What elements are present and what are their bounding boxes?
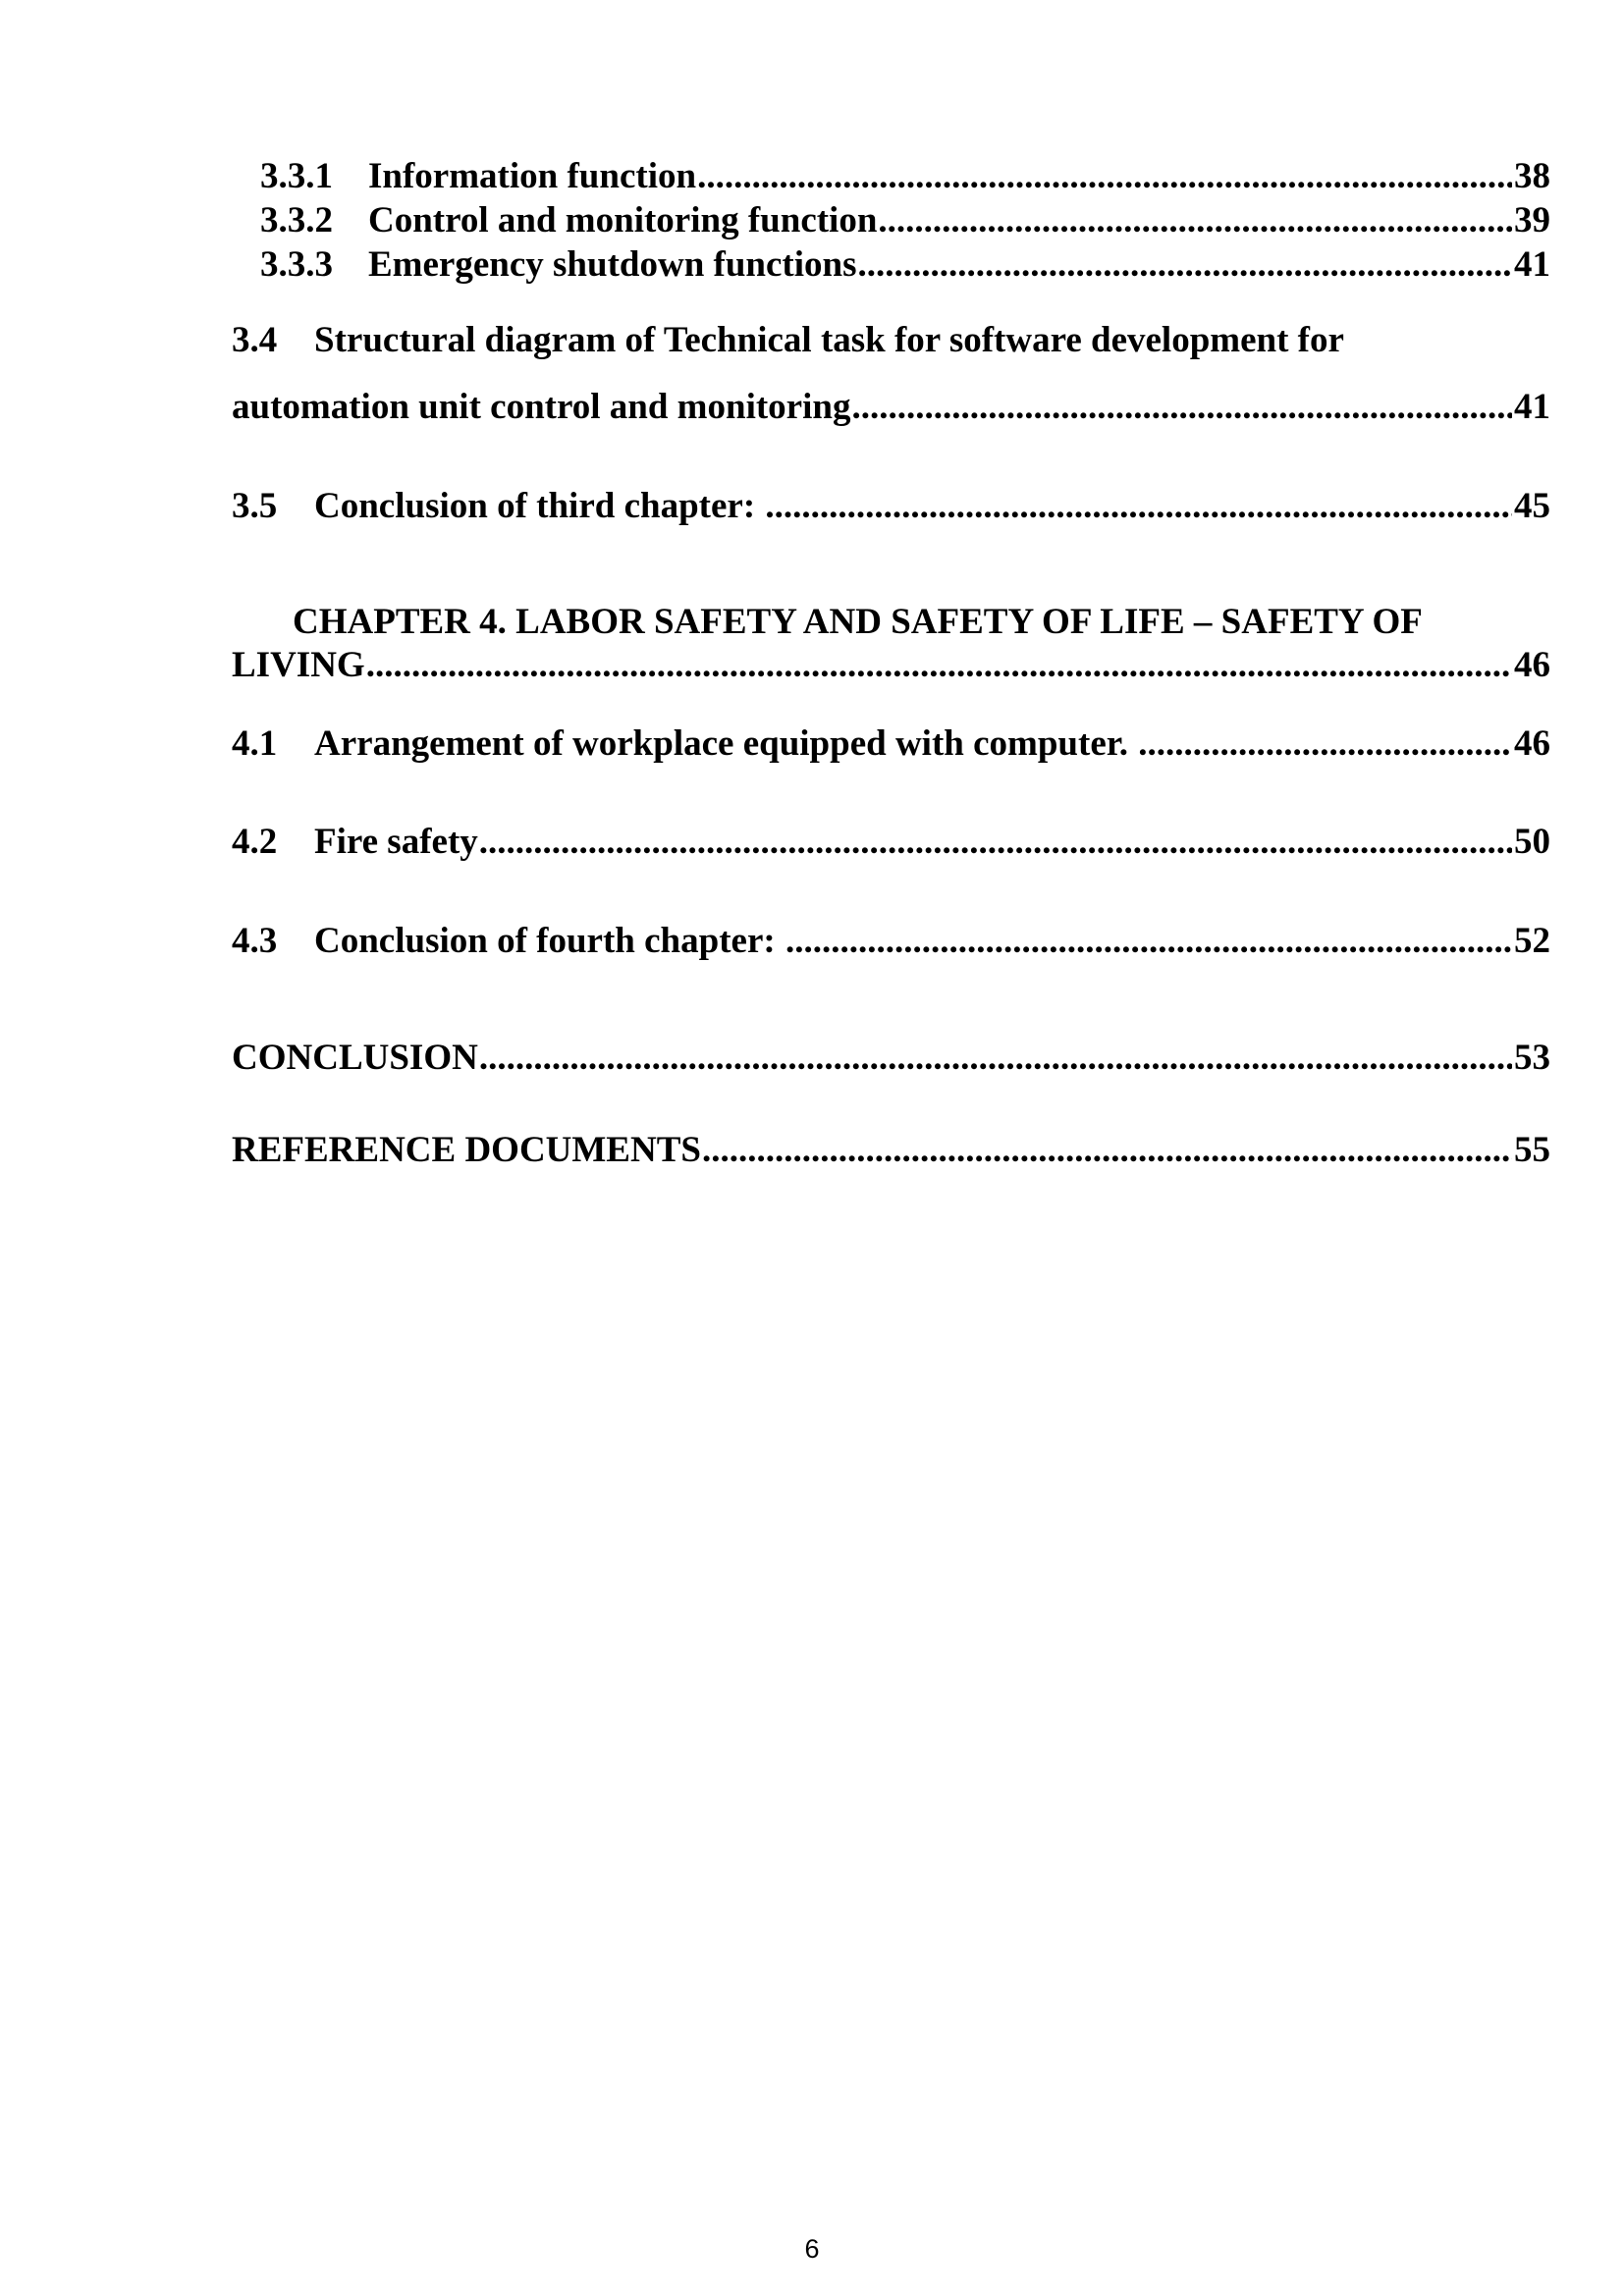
toc-entry-page: 39	[1514, 200, 1550, 240]
toc-entry-title-line1: Structural diagram of Technical task for software development for	[314, 320, 1344, 360]
toc-entry-3-3-2[interactable]	[260, 199, 1550, 242]
toc-entry-number: 4.1	[232, 723, 278, 764]
dot-leader	[702, 1129, 1512, 1172]
toc-entry-reference-documents[interactable]	[232, 1129, 1550, 1172]
toc-entry-3-5[interactable]	[232, 485, 1550, 528]
toc-entry-title: REFERENCE DOCUMENTS	[232, 1130, 701, 1170]
toc-entry-title-line2: LIVING	[232, 645, 365, 685]
toc-entry-4-1[interactable]	[232, 722, 1550, 766]
toc-entry-page: 38	[1514, 156, 1550, 196]
dot-leader	[785, 920, 1512, 963]
toc-entry-4-3[interactable]	[232, 920, 1550, 963]
toc-entry-title: CONCLUSION	[232, 1038, 478, 1078]
toc-entry-title: Conclusion of third chapter:	[314, 486, 765, 526]
page-number: 6	[804, 2234, 820, 2264]
toc-entry-conclusion[interactable]	[232, 1037, 1550, 1080]
toc-entry-number: 4.2	[232, 822, 278, 862]
toc-entry-page: 53	[1514, 1038, 1550, 1078]
toc-entry-page: 52	[1514, 921, 1550, 961]
toc-entry-page: 45	[1514, 486, 1550, 526]
dot-leader	[858, 243, 1513, 287]
toc-entry-chapter-4[interactable]	[232, 601, 1550, 687]
toc-entry-page: 55	[1514, 1130, 1550, 1170]
toc-entry-page: 46	[1514, 645, 1550, 685]
toc-entry-title: Control and monitoring function	[368, 200, 878, 240]
dot-leader	[765, 485, 1512, 528]
toc-entry-number: 4.3	[232, 921, 278, 961]
toc-entry-title: Fire safety	[314, 822, 478, 862]
toc-entry-title-line1: CHAPTER 4. LABOR SAFETY AND SAFETY OF LIFE – SAFETY OF	[293, 602, 1423, 642]
toc-entry-page: 41	[1514, 387, 1550, 427]
dot-leader	[479, 1037, 1512, 1080]
toc-entry-number: 3.5	[232, 486, 278, 526]
dot-leader	[697, 155, 1512, 198]
toc-entry-number: 3.4	[232, 320, 278, 360]
toc-entry-number: 3.3.1	[260, 156, 333, 196]
dot-leader	[479, 821, 1512, 864]
dot-leader	[851, 386, 1512, 429]
toc-entry-page: 46	[1514, 723, 1550, 764]
toc-entry-title-line2: automation unit control and monitoring	[232, 387, 851, 427]
toc-entry-3-3-1[interactable]	[260, 155, 1550, 198]
toc-entry-title: Arrangement of workplace equipped with computer.	[314, 723, 1138, 764]
toc-entry-4-2[interactable]	[232, 821, 1550, 864]
toc-entry-number: 3.3.3	[260, 244, 333, 285]
dot-leader	[878, 199, 1512, 242]
dot-leader	[366, 644, 1512, 687]
toc-entry-page: 41	[1514, 244, 1550, 285]
toc-entry-3-4[interactable]	[232, 319, 1550, 429]
toc-entry-3-3-3[interactable]	[260, 243, 1550, 287]
toc-entry-page: 50	[1514, 822, 1550, 862]
toc-entry-number: 3.3.2	[260, 200, 333, 240]
dot-leader	[1138, 722, 1512, 766]
toc-entry-title: Information function	[368, 156, 697, 196]
toc-entry-title: Conclusion of fourth chapter:	[314, 921, 785, 961]
toc-entry-title: Emergency shutdown functions	[368, 244, 857, 285]
